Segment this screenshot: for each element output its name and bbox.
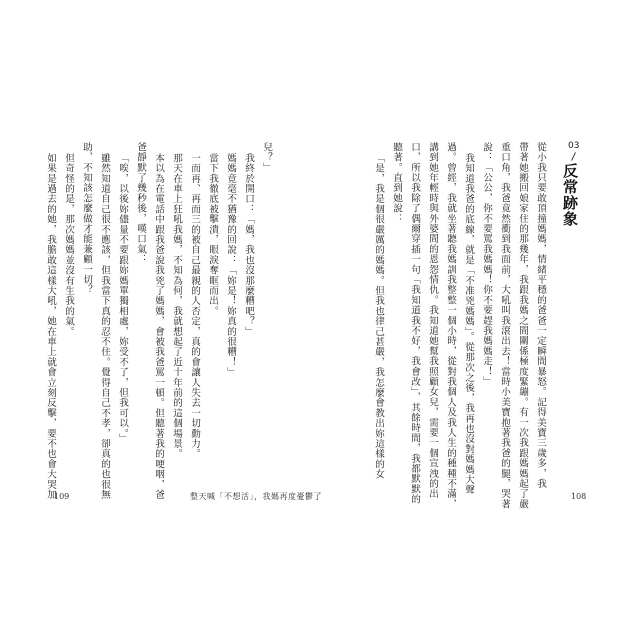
right-line-3: 重口角，我爸竟然衝到我面前，大吼叫我滾出去！當時小美寶抱著我爸的腿，哭著 — [499, 142, 510, 510]
right-line-8: 口，所以我除了偶爾穿插一句「我知道我不好，我會改」，其餘時間，我都默默的 — [409, 142, 420, 505]
chapter-number: 03 — [568, 141, 580, 151]
right-line-10: 「是，我是個很嚴厲的媽媽。但我也律己甚嚴，我怎麼會教出妳這樣的女 — [373, 153, 384, 480]
left-line-8: 爸靜默了幾秒後，嘆口氣： — [135, 142, 146, 265]
right-line-4: 說：「公公，你不要罵我媽媽！你不要趕我媽媽走！」 — [481, 142, 492, 387]
right-line-1: 從小我只要敢頂撞媽媽，情緒平穩的爸爸一定瞬間暴怒。記得美寶三歲多，我 — [535, 142, 546, 489]
right-line-5: 我知道我爸的底線，就是「不准兇媽媽」。從那次之後，我再也沒對媽媽大聲 — [463, 153, 474, 495]
chapter-title: 反常跡象 — [561, 163, 579, 227]
left-line-1: 兒？」 — [261, 142, 272, 173]
left-line-13: 如果是過去的她，我膽敢這樣大吼，她在車上就會立刻反擊，要不也會大哭加 — [45, 153, 56, 500]
left-line-6: 那天在車上狂吼我媽，不知為何，我就想起了近十年前的這個場景。 — [171, 153, 182, 459]
left-line-4: 當下我徹底被擊潰，眼淚奪眶而出。 — [207, 153, 218, 317]
left-line-11: 助，不知該怎麼做才能兼顧一切？ — [81, 142, 92, 295]
left-line-12: 但奇怪的是，那次媽媽並沒有生我的氣。 — [63, 153, 74, 337]
left-line-9: 「唉，以後妳儘量不要跟妳媽單獨相處，妳受不了，但我可以。」 — [117, 153, 128, 444]
right-line-9: 聽著。直到她說： — [391, 142, 402, 224]
left-line-3: 媽媽竟毫不猶豫的回說：「妳是！妳真的很糟！」 — [225, 153, 236, 378]
left-line-2: 我終於開口：「媽，我也沒那麼糟吧？」 — [243, 153, 254, 337]
right-line-6: 過。曾經，我就坐著聽我媽訓我整整一個小時，從對我個人及我人生的種種不滿， — [445, 142, 456, 510]
page-number-left: 109 — [54, 492, 70, 501]
right-line-7: 講到她年輕時與外婆間的恩怨情仇。我知道她幫我照顧女兒，需要一個宣洩的出 — [427, 142, 438, 499]
page-number-right: 108 — [571, 492, 587, 501]
left-line-7: 本以為在電話中跟我爸說我兇了媽媽，會被我爸罵一頓。但聽著我的哽咽，爸 — [153, 153, 164, 500]
left-line-5: 一而再、再而三的被自己最親的人否定，真的會讓人失去一切動力。 — [189, 153, 200, 459]
right-line-2: 帶著她搬回娘家住的那幾年，我跟我媽之間關係極度緊繃。有一次我跟媽媽起了嚴 — [517, 142, 528, 510]
running-title: 整天喊「不想活」，我媽再度憂鬱了 — [190, 492, 322, 501]
left-line-10: 雖然知道自己很不應該，但我當下真的忍不住。覺得自己不孝，卻真的也很無 — [99, 153, 110, 500]
